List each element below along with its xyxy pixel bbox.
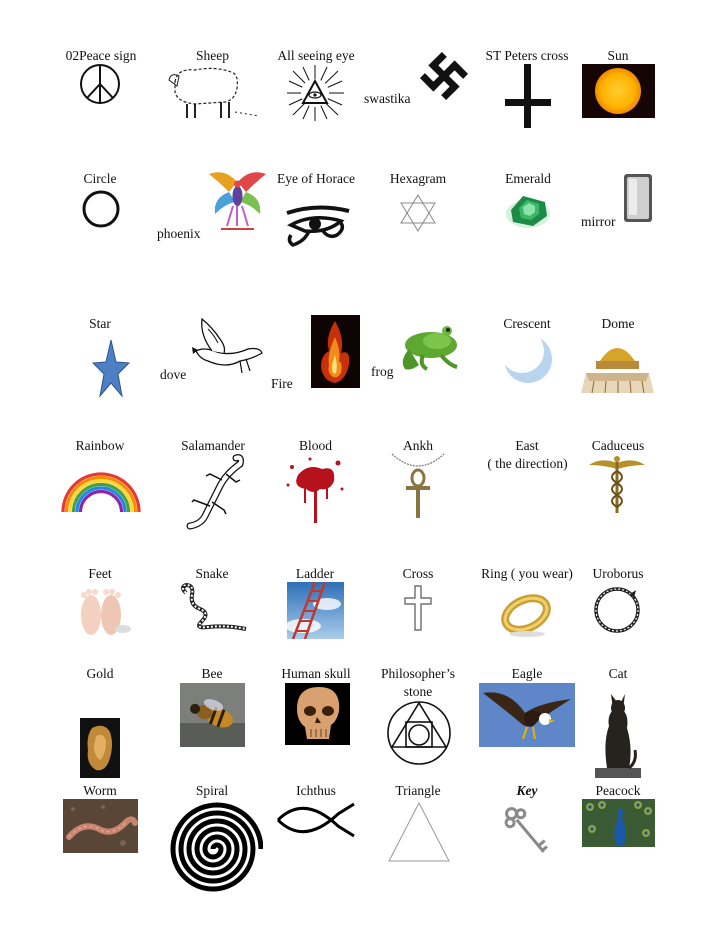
sheep-label: Sheep bbox=[196, 48, 229, 63]
bee-icon bbox=[180, 683, 245, 747]
peacock-icon bbox=[582, 799, 655, 847]
eagle-label: Eagle bbox=[511, 666, 543, 681]
key-label: Key bbox=[516, 783, 538, 798]
fire-label: Fire bbox=[271, 376, 293, 391]
peace-sign-icon bbox=[79, 63, 121, 105]
human-skull-label: Human skull bbox=[281, 666, 351, 681]
all-seeing-eye-icon bbox=[287, 65, 344, 121]
dove-label: dove bbox=[160, 367, 187, 382]
sun-label: Sun bbox=[607, 48, 629, 63]
phoenix-label: phoenix bbox=[157, 226, 201, 241]
star-label: Star bbox=[89, 316, 111, 331]
cross-label: Cross bbox=[402, 566, 434, 581]
mirror-icon bbox=[621, 172, 655, 224]
frog-label: frog bbox=[371, 364, 394, 379]
east-label: East bbox=[515, 438, 539, 453]
triangle-icon bbox=[387, 801, 451, 863]
human-skull-icon bbox=[285, 683, 350, 745]
sheep-icon bbox=[165, 62, 261, 122]
sun-icon bbox=[582, 64, 655, 118]
dome-label: Dome bbox=[601, 316, 635, 331]
caduceus-icon bbox=[587, 455, 647, 517]
swastika-label: swastika bbox=[364, 91, 411, 106]
dove-icon bbox=[190, 317, 265, 377]
st-peters-cross-icon bbox=[505, 64, 551, 128]
eagle-icon bbox=[479, 683, 575, 747]
spiral-label: Spiral bbox=[195, 783, 229, 798]
eye-of-horace-label: Eye of Horace bbox=[277, 171, 355, 186]
blood-label: Blood bbox=[298, 438, 332, 453]
crescent-icon bbox=[500, 333, 555, 385]
ankh-icon bbox=[386, 452, 450, 520]
worm-label: Worm bbox=[83, 783, 117, 798]
frog-icon bbox=[397, 315, 463, 375]
gold-label: Gold bbox=[86, 666, 114, 681]
ring-label: Ring ( you wear) bbox=[481, 566, 573, 581]
worm-icon bbox=[63, 799, 138, 853]
circle-label: Circle bbox=[83, 171, 117, 186]
crescent-label: Crescent bbox=[503, 316, 551, 331]
circle-icon bbox=[80, 188, 122, 230]
fire-icon bbox=[311, 315, 360, 388]
philosophers-stone-icon bbox=[386, 700, 452, 766]
rainbow-label: Rainbow bbox=[75, 438, 125, 453]
uroborus-label: Uroborus bbox=[592, 566, 644, 581]
cross-icon bbox=[403, 584, 433, 632]
swastika-icon bbox=[415, 47, 473, 105]
caduceus-label: Caduceus bbox=[591, 438, 645, 453]
ring-icon bbox=[497, 588, 555, 640]
ladder-label: Ladder bbox=[295, 566, 335, 581]
salamander-icon bbox=[176, 452, 246, 532]
cat-label: Cat bbox=[608, 666, 628, 681]
triangle-label: Triangle bbox=[395, 783, 441, 798]
feet-label: Feet bbox=[88, 566, 112, 581]
ichthus-label: Ichthus bbox=[296, 783, 336, 798]
snake-icon bbox=[178, 583, 248, 633]
east-direction-label: ( the direction) bbox=[487, 456, 568, 471]
all-seeing-eye-label: All seeing eye bbox=[277, 48, 355, 63]
peacock-label: Peacock bbox=[595, 783, 641, 798]
blood-icon bbox=[284, 455, 346, 525]
peace-sign-label: 02Peace sign bbox=[65, 48, 137, 63]
cat-icon bbox=[591, 682, 645, 779]
hexagram-label: Hexagram bbox=[389, 171, 447, 186]
gold-icon bbox=[80, 718, 120, 778]
eye-of-horace-icon bbox=[283, 205, 351, 249]
philosophers-stone-label: Philosopher’s bbox=[380, 666, 455, 681]
ichthus-icon bbox=[274, 800, 358, 840]
snake-label: Snake bbox=[195, 566, 229, 581]
uroborus-icon bbox=[590, 584, 645, 636]
spiral-icon bbox=[163, 799, 263, 899]
mirror-label: mirror bbox=[581, 214, 616, 229]
dome-icon bbox=[580, 333, 655, 399]
ladder-icon bbox=[287, 582, 344, 639]
bee-label: Bee bbox=[201, 666, 223, 681]
star-icon bbox=[92, 338, 130, 398]
ankh-label: Ankh bbox=[403, 438, 433, 453]
salamander-label: Salamander bbox=[181, 438, 245, 453]
phoenix-icon bbox=[205, 168, 270, 232]
key-icon bbox=[497, 800, 557, 864]
emerald-icon bbox=[503, 190, 553, 232]
feet-icon bbox=[73, 585, 131, 639]
emerald-label: Emerald bbox=[505, 171, 551, 186]
philosophers-stone-label-2: stone bbox=[403, 684, 433, 699]
st-peters-cross-label: ST Peters cross bbox=[485, 48, 569, 63]
hexagram-icon bbox=[397, 192, 439, 234]
rainbow-icon bbox=[61, 470, 141, 514]
